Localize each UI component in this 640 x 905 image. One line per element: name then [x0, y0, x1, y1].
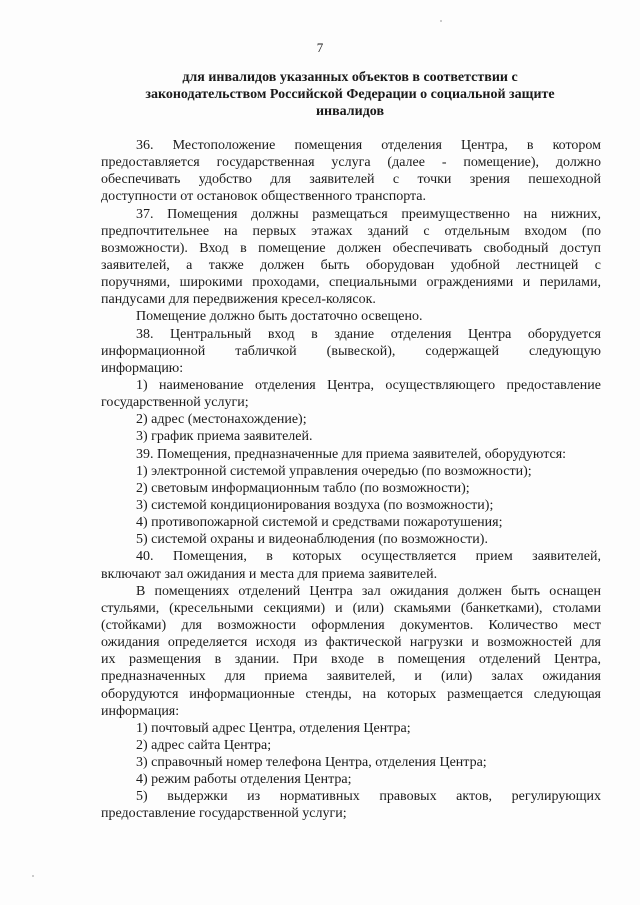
- heading-line: законодательством Российской Федерации о социальной защите: [145, 87, 555, 102]
- section-heading: [100, 69, 600, 120]
- heading-line: для инвалидов указанных объектов в соответствии с: [182, 70, 518, 85]
- text-line: 1) электронной системой управления очередью (по возможности);: [136, 463, 532, 479]
- text-line: 5) системой охраны и видеонаблюдения (по возможности).: [136, 532, 488, 548]
- text-line: предоставление государственной услуги;: [101, 806, 347, 822]
- text-line: стульями, (кресельными секциями) и (или) скамьями (банкетками), столами: [101, 600, 601, 616]
- text-line: В помещениях отделений Центра зал ожидания должен быть оснащен: [136, 583, 601, 599]
- document-body: [101, 137, 601, 823]
- paragraph: [101, 548, 601, 582]
- text-line: 3) график приема заявителей.: [136, 429, 313, 445]
- heading-line: инвалидов: [315, 104, 385, 119]
- text-line: (стойками) для возможности оформления документов. Количество мест: [101, 617, 601, 633]
- text-line: 5) выдержки из нормативных правовых актов, регулирующих: [136, 789, 601, 805]
- scan-speck: [440, 20, 442, 22]
- text-line: 40. Помещения, в которых осуществляется прием заявителей,: [136, 549, 601, 565]
- text-line: 4) противопожарной системой и средствами пожаротушения;: [136, 515, 503, 531]
- paragraph: [101, 137, 601, 206]
- paragraph: [101, 377, 601, 411]
- text-line: включают зал ожидания и места для приема заявителей.: [101, 566, 438, 582]
- paragraph: [101, 480, 601, 497]
- text-line: 1) почтовый адрес Центра, отделения Центра;: [136, 720, 411, 736]
- paragraph: [101, 411, 601, 428]
- text-line: 2) адрес сайта Центра;: [136, 737, 272, 753]
- text-line: 3) справочный номер телефона Центра, отделения Центра;: [136, 755, 487, 771]
- text-line: 3) системой кондиционирования воздуха (по возможности);: [136, 497, 494, 513]
- paragraph: [101, 531, 601, 548]
- paragraph: [101, 788, 601, 822]
- text-line: информацию:: [101, 360, 184, 376]
- text-line: 2) световым информационным табло (по возможности);: [136, 480, 470, 496]
- text-line: информационной табличкой (вывеской), содержащей следующую: [101, 343, 601, 359]
- text-line: информация:: [101, 703, 180, 719]
- text-line: предназначенных для приема заявителей, и (или) залах ожидания: [101, 669, 601, 685]
- text-line: оборудуются информационные стенды, на которых размещается следующая: [101, 686, 601, 702]
- text-line: доступности от остановок общественного транспорта.: [101, 189, 427, 205]
- paragraph: [101, 754, 601, 771]
- text-line: 38. Центральный вход в здание отделения Центра оборудуется: [136, 326, 601, 342]
- text-line: 4) режим работы отделения Центра;: [136, 772, 352, 788]
- text-line: обеспечивать удобство для заявителей с точки зрения пешеходной: [101, 172, 601, 188]
- text-line: государственной услуги;: [101, 395, 249, 411]
- text-line: 39. Помещения, предназначенные для приема заявителей, оборудуются:: [136, 446, 567, 462]
- text-line: предпочтительнее на первых этажах зданий с отдельным входом (по: [101, 223, 601, 239]
- text-line: возможности). Вход в помещение должен обеспечивать свободный доступ: [101, 240, 601, 256]
- paragraph: [101, 771, 601, 788]
- page-number: 7: [316, 40, 324, 55]
- paragraph: [101, 206, 601, 309]
- paragraph: [101, 463, 601, 480]
- scan-speck: [32, 875, 34, 877]
- paragraph: [101, 514, 601, 531]
- text-line: поручнями, широкими проходами, специальными ограждениями и перилами,: [101, 275, 601, 291]
- text-line: заявителей, а также должен быть оборудован удобной лестницей с: [101, 257, 601, 273]
- paragraph: [101, 428, 601, 445]
- paragraph: [101, 497, 601, 514]
- text-line: пандусами для передвижения кресел-колясок.: [101, 292, 376, 308]
- text-line: 1) наименование отделения Центра, осуществляющего предоставление: [136, 377, 601, 393]
- text-line: их размещения в здании. При входе в помещения отделений Центра,: [101, 652, 601, 668]
- text-line: 36. Местоположение помещения отделения Центра, в котором: [136, 138, 601, 153]
- paragraph: [101, 583, 601, 720]
- text-line: 2) адрес (местонахождение);: [136, 412, 307, 428]
- paragraph: [101, 737, 601, 754]
- text-line: ожидания определяется исходя из фактической нагрузки и возможностей для: [101, 635, 601, 651]
- text-line: предоставляется государственная услуга (далее - помещение), должно: [101, 155, 601, 171]
- text-line: 37. Помещения должны размещаться преимущественно на нижних,: [136, 206, 601, 222]
- paragraph: [101, 326, 601, 377]
- paragraph: [101, 720, 601, 737]
- text-line: Помещение должно быть достаточно освещено.: [136, 309, 423, 325]
- paragraph: [101, 446, 601, 463]
- paragraph: [101, 308, 601, 325]
